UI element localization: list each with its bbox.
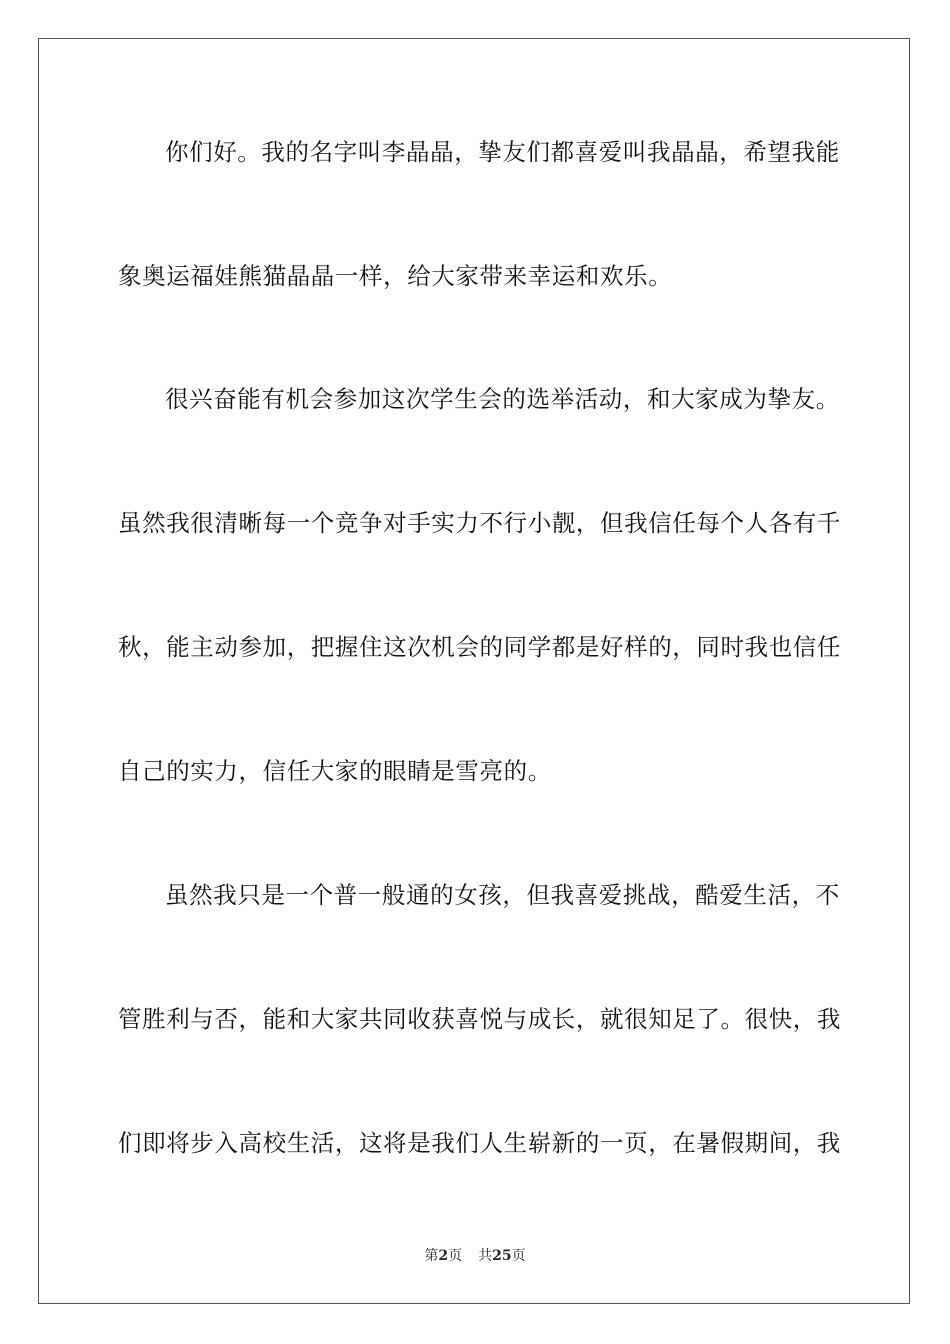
total-suffix: 页 (511, 1248, 526, 1264)
paragraph-3-line-2: 管胜利与否，能和大家共同收获喜悦与成长，就很知足了。很快，我 (118, 1005, 841, 1033)
page-footer (0, 1247, 950, 1265)
paragraph-2-line-3: 秋，能主动参加，把握住这次机会的同学都是好样的，同时我也信任 (118, 633, 841, 661)
page-suffix: 页 (448, 1248, 463, 1264)
paragraph-2-line-1: 很兴奋能有机会参加这次学生会的选举活动，和大家成为挚友。 (165, 385, 840, 413)
total-pages: 25 (492, 1248, 512, 1264)
paragraph-3-line-1: 虽然我只是一个普一般通的女孩，但我喜爱挑战，酷爱生活，不 (165, 881, 840, 909)
paragraph-3-line-3: 们即将步入高校生活，这将是我们人生崭新的一页，在暑假期间，我 (118, 1129, 841, 1157)
paragraph-1-line-2: 象奥运福娃熊猫晶晶一样，给大家带来幸运和欢乐。 (118, 262, 673, 290)
total-prefix: 共 (478, 1248, 493, 1264)
page-border (38, 38, 910, 1304)
paragraph-2-line-4: 自己的实力，信任大家的眼睛是雪亮的。 (118, 757, 552, 785)
page-number: 2 (438, 1248, 449, 1264)
paragraph-2-line-2: 虽然我很清晰每一个竞争对手实力不行小靓，但我信任每个人各有千 (118, 509, 841, 537)
page-prefix: 第 (424, 1248, 439, 1264)
paragraph-1-line-1: 你们好。我的名字叫李晶晶，挚友们都喜爱叫我晶晶，希望我能 (165, 138, 840, 166)
